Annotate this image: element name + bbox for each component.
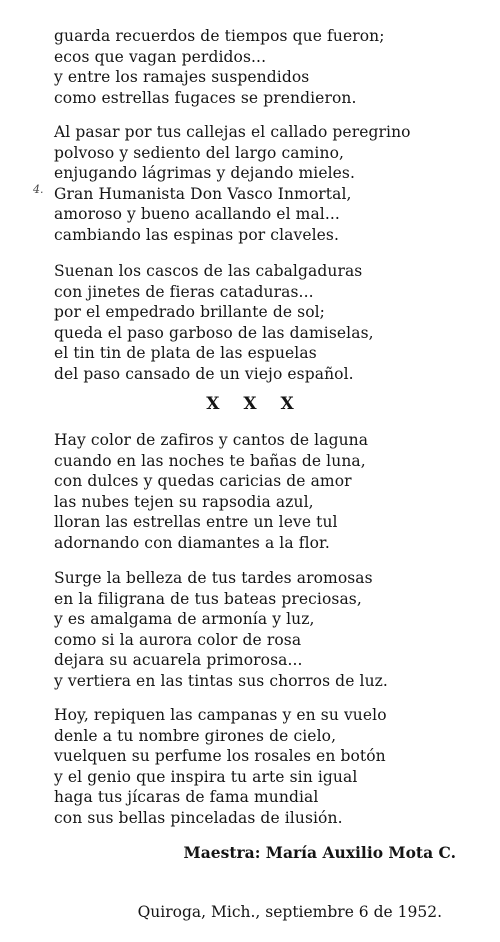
poem-line: Surge la belleza de tus tardes aromosas (54, 569, 373, 587)
poem-line: Hay color de zafiros y cantos de laguna (54, 431, 369, 449)
poem-line: por el empedrado brillante de sol; (54, 303, 326, 321)
stanza-5 (54, 568, 474, 691)
poem-line: adornando con diamantes a la flor. (54, 533, 330, 552)
poem-line: dejara su acuarela primorosa... (54, 651, 303, 669)
poem-line: cambiando las espinas por claveles. (54, 225, 340, 244)
poem-line: haga tus jícaras de fama mundial (54, 788, 319, 806)
poem-line: ecos que vagan perdidos... (54, 47, 267, 66)
stanza-6 (54, 705, 474, 828)
poem-line: queda el paso garboso de las damiselas, (54, 323, 374, 342)
stanza-separator: X X X (206, 394, 294, 414)
place-and-date: Quiroga, Mich., septiembre 6 de 1952. (137, 903, 442, 921)
poem-line: cuando en las noches te bañas de luna, (54, 451, 366, 470)
poem-line: como estrellas fugaces se prendieron. (54, 88, 357, 107)
poem-line: polvoso y sediento del largo camino, (54, 143, 345, 162)
poem-line: Al pasar por tus callejas el callado peregrino (54, 123, 411, 141)
poem-line: con jinetes de fieras cataduras... (54, 282, 314, 301)
poem-line: y vertiera en las tintas sus chorros de luz. (54, 671, 388, 690)
poem-line: y es amalgama de armonía y luz, (54, 610, 315, 628)
poem-line: guarda recuerdos de tiempos que fueron; (54, 27, 385, 45)
margin-mark-icon: 4. (33, 183, 44, 196)
poem-line: denle a tu nombre girones de cielo, (54, 726, 337, 745)
poem-line: lloran las estrellas entre un leve tul (54, 513, 338, 531)
poem-line: del paso cansado de un viejo español. (54, 364, 354, 383)
stanza-1 (54, 26, 474, 108)
poem-line: las nubes tejen su rapsodia azul, (54, 492, 314, 511)
poem-line: enjugando lágrimas y dejando mieles. (54, 164, 356, 182)
poem-line: Suenan los cascos de las cabalgaduras (54, 262, 363, 280)
poem-line: con sus bellas pinceladas de ilusión. (54, 808, 343, 827)
poem-line: y entre los ramajes suspendidos (54, 68, 310, 86)
poem-line: y el genio que inspira tu arte sin igual (54, 767, 358, 786)
poem-line: el tin tin de plata de las espuelas (54, 344, 317, 362)
stanza-2 (54, 122, 474, 245)
stanza-3 (54, 261, 474, 384)
poem-line: en la filigrana de tus bateas preciosas, (54, 589, 362, 608)
poem-line: vuelquen su perfume los rosales en botón (54, 747, 386, 765)
poem-line: como si la aurora color de rosa (54, 630, 302, 649)
author-signature: Maestra: María Auxilio Mota C. (183, 843, 456, 862)
poem-line: Hoy, repiquen las campanas y en su vuelo (54, 706, 387, 724)
poem-line: con dulces y quedas caricias de amor (54, 472, 352, 490)
poem-line: amoroso y bueno acallando el mal... (54, 205, 340, 223)
poem-line: Gran Humanista Don Vasco Inmortal, (54, 184, 352, 203)
stanza-4 (54, 430, 474, 553)
